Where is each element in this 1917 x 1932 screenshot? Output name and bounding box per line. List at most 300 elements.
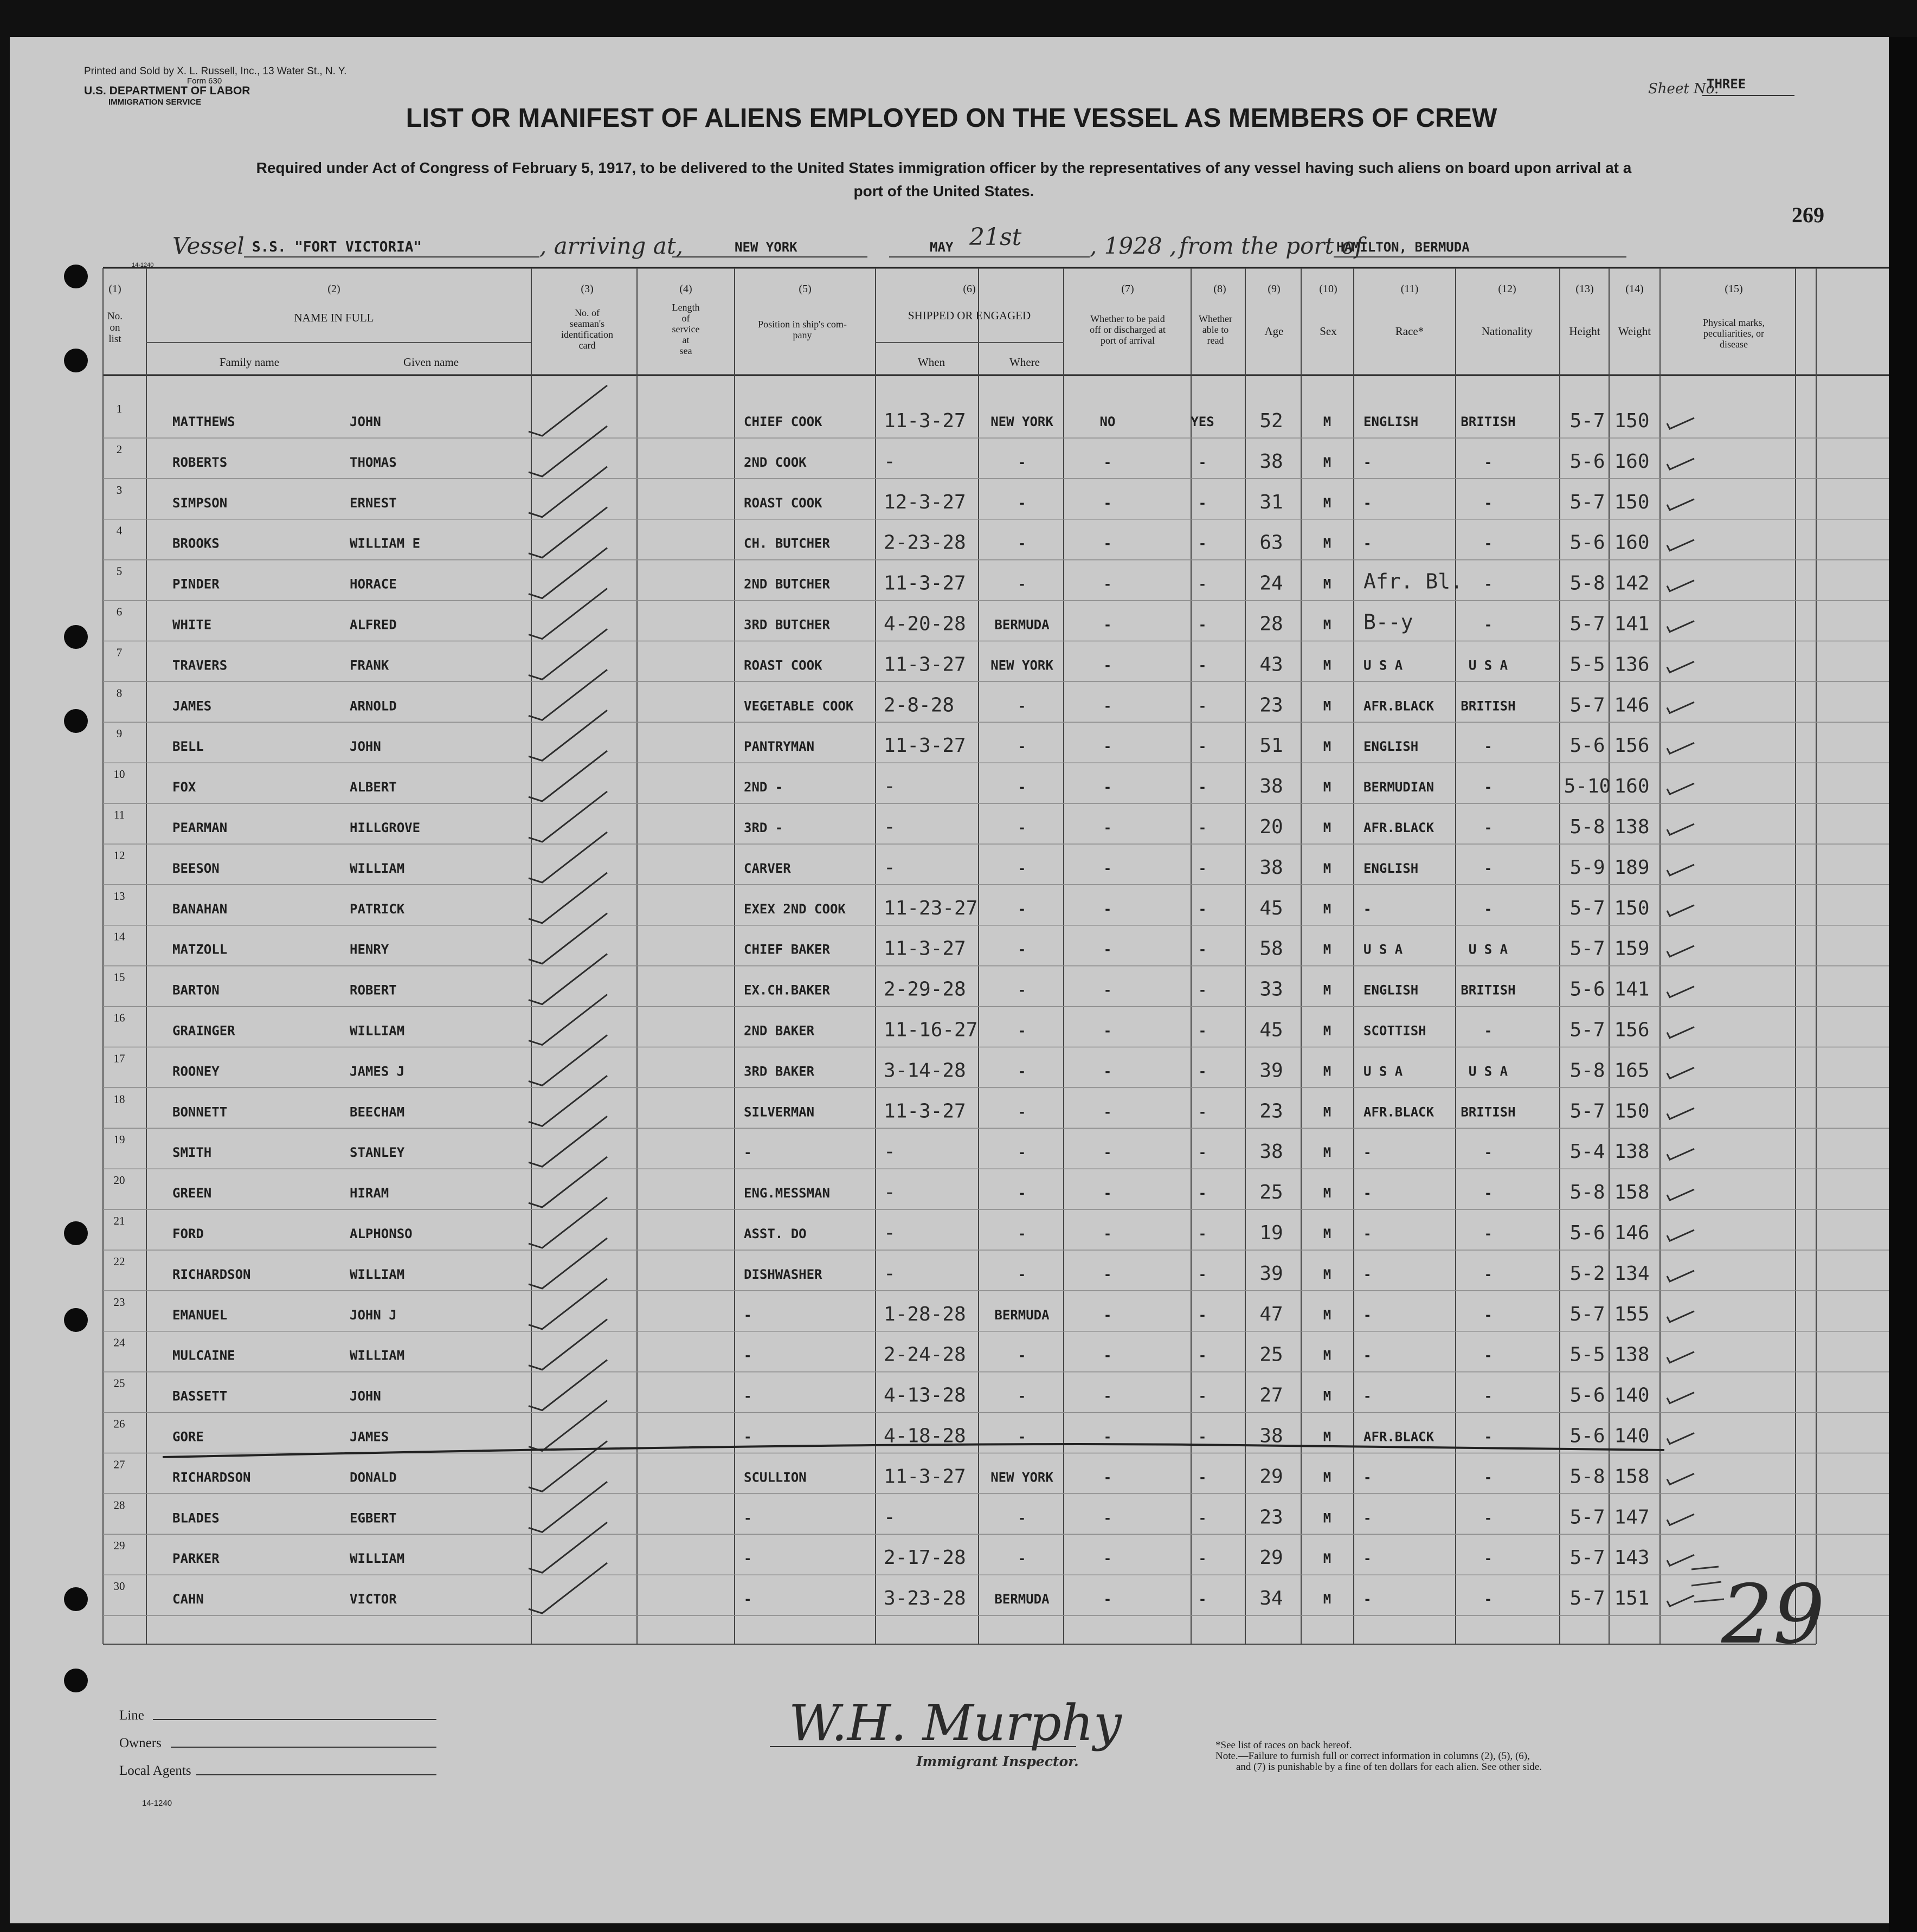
cell-sex: M (1323, 1307, 1331, 1323)
row-number: 7 (116, 646, 123, 659)
cell-height: 5-6 (1569, 450, 1605, 473)
cell-where: - (1018, 576, 1026, 592)
cell-weight: 150 (1614, 491, 1650, 513)
cell-position: CHIEF COOK (744, 414, 822, 429)
cell-weight: 150 (1614, 410, 1650, 432)
id-card-label-1: No. of (575, 307, 600, 318)
cell-age: 39 (1259, 1059, 1283, 1082)
row-number: 11 (113, 808, 125, 821)
cell-age: 19 (1259, 1222, 1283, 1244)
cell-age: 45 (1259, 897, 1283, 919)
read-label-3: read (1207, 335, 1224, 346)
cell-height: 5-7 (1569, 613, 1605, 635)
cell-where: - (1018, 820, 1026, 835)
cell-paid: - (1103, 780, 1112, 795)
cell-sex: M (1323, 820, 1331, 835)
cell-age: 20 (1259, 816, 1283, 838)
cell-read: - (1198, 1266, 1207, 1282)
cell-sex: M (1323, 1348, 1331, 1363)
row-number: 1 (116, 402, 123, 415)
cell-height: 5-6 (1569, 1222, 1605, 1244)
cell-sex: M (1323, 739, 1331, 755)
cell-where: - (1018, 1064, 1026, 1079)
cell-when: 2-8-28 (884, 694, 955, 717)
cell-given: PATRICK (350, 901, 405, 917)
cell-age: 29 (1259, 1465, 1283, 1488)
cell-given: JAMES (350, 1429, 389, 1445)
cell-weight: 160 (1614, 775, 1650, 798)
cell-given: ALFRED (350, 617, 397, 633)
row-number: 19 (113, 1133, 125, 1147)
cell-weight: 156 (1614, 1019, 1650, 1041)
cell-weight: 138 (1614, 1343, 1650, 1366)
row-number: 13 (113, 889, 125, 903)
cell-age: 38 (1259, 1141, 1283, 1163)
vessel-name: S.S. "FORT VICTORIA" (252, 239, 422, 255)
col-num-6: (6) (963, 283, 976, 295)
cell-height: 5-4 (1569, 1141, 1605, 1163)
cell-given: JOHN (350, 414, 381, 429)
page-number: 269 (1792, 203, 1824, 227)
arrival-year: , 1928 , (1090, 233, 1177, 259)
cell-weight: 141 (1614, 613, 1650, 635)
cell-position: ROAST COOK (744, 658, 822, 673)
cell-read: - (1198, 1429, 1207, 1445)
cell-given: DONALD (350, 1470, 397, 1485)
subtitle-line-1: Required under Act of Congress of February 5, 1917, to be delivered to the United States immigration officer by the representatives of any vessel having such aliens on board upon arrival at a (256, 159, 1632, 176)
cell-given: JOHN J (350, 1307, 397, 1323)
row-number: 6 (116, 605, 123, 619)
cell-race: - (1363, 1510, 1372, 1526)
cell-sex: M (1323, 901, 1331, 917)
cell-race: ENGLISH (1363, 739, 1419, 755)
cell-height: 5-6 (1569, 1384, 1605, 1407)
cell-where: - (1018, 454, 1026, 470)
cell-weight: 158 (1614, 1181, 1650, 1204)
cell-nationality: - (1484, 1266, 1493, 1282)
cell-given: VICTOR (350, 1592, 397, 1607)
cell-race: SCOTTISH (1363, 1023, 1426, 1039)
position-label-2: pany (793, 330, 812, 340)
cell-read: - (1198, 780, 1207, 795)
when-label: When (917, 356, 945, 369)
cell-given: WILLIAM (350, 1551, 405, 1567)
paid-off-label-3: port of arrival (1101, 335, 1155, 346)
cell-given: WILLIAM (350, 1266, 405, 1282)
cell-when: - (884, 1506, 896, 1529)
cell-paid: - (1103, 820, 1112, 835)
cell-where: NEW YORK (990, 1470, 1053, 1485)
cell-sex: M (1323, 1186, 1331, 1201)
cell-age: 34 (1259, 1587, 1283, 1610)
race-label: Race* (1395, 325, 1424, 338)
cell-sex: M (1323, 1470, 1331, 1485)
row-number: 20 (113, 1174, 125, 1187)
cell-read: - (1198, 698, 1207, 714)
cell-family: BARTON (172, 982, 220, 998)
local-agents-label: Local Agents (119, 1763, 191, 1778)
cell-height: 5-7 (1569, 937, 1605, 960)
cell-sex: M (1323, 1592, 1331, 1607)
row-number: 5 (116, 564, 123, 578)
cell-read: - (1198, 1348, 1207, 1363)
cell-when: - (884, 856, 896, 879)
cell-position: ENG.MESSMAN (744, 1186, 830, 1201)
cell-height: 5-10 (1564, 775, 1611, 798)
cell-position: - (744, 1307, 752, 1323)
cell-read: YES (1191, 414, 1214, 429)
form-number: Form 630 (187, 76, 222, 86)
cell-where: BERMUDA (994, 617, 1050, 633)
cell-nationality: BRITISH (1461, 982, 1516, 998)
cell-when: 11-3-27 (884, 937, 966, 960)
given-name-label: Given name (403, 356, 459, 369)
sheet-label: Sheet No. (1648, 81, 1719, 97)
cell-age: 27 (1259, 1384, 1283, 1407)
cell-read: - (1198, 1226, 1207, 1241)
cell-given: ROBERT (350, 982, 397, 998)
cell-read: - (1198, 536, 1207, 551)
shipped-label: SHIPPED OR ENGAGED (908, 309, 1031, 322)
col-num-3: (3) (581, 283, 594, 295)
owners-label: Owners (119, 1736, 162, 1750)
cell-age: 39 (1259, 1262, 1283, 1285)
cell-read: - (1198, 1023, 1207, 1039)
cell-when: 3-14-28 (884, 1059, 966, 1082)
corner-form-code: 14-1240 (132, 262, 154, 268)
cell-weight: 147 (1614, 1506, 1650, 1529)
cell-sex: M (1323, 495, 1331, 511)
cell-height: 5-6 (1569, 1425, 1605, 1447)
cell-position: 3RD BAKER (744, 1064, 815, 1079)
age-label: Age (1264, 325, 1284, 338)
row-number: 30 (113, 1580, 125, 1593)
cell-when: 11-3-27 (884, 1100, 966, 1123)
cell-given: ALBERT (350, 780, 397, 795)
cell-read: - (1198, 1510, 1207, 1526)
line-label: Line (119, 1708, 144, 1723)
cell-age: 45 (1259, 1019, 1283, 1041)
cell-where: NEW YORK (990, 414, 1053, 429)
cell-where: BERMUDA (994, 1307, 1050, 1323)
cell-age: 63 (1259, 531, 1283, 554)
cell-family: MATZOLL (172, 942, 228, 957)
cell-family: PARKER (172, 1551, 220, 1567)
cell-where: - (1018, 1429, 1026, 1445)
col-no-label-1: No. (107, 311, 123, 322)
cell-when: 11-16-27 (884, 1019, 978, 1041)
cell-family: BONNETT (172, 1104, 228, 1120)
cell-family: TRAVERS (172, 658, 228, 673)
cell-race: Afr. Bl. (1363, 569, 1463, 594)
cell-given: ERNEST (350, 495, 397, 511)
cell-family: MATTHEWS (172, 414, 235, 429)
cell-height: 5-7 (1569, 410, 1605, 432)
cell-age: 33 (1259, 978, 1283, 1001)
cell-paid: NO (1099, 414, 1116, 429)
cell-read: - (1198, 820, 1207, 835)
cell-nationality: - (1484, 1145, 1493, 1161)
cell-read: - (1198, 860, 1207, 876)
arrival-month: MAY (930, 240, 954, 255)
cell-family: FOX (172, 780, 196, 795)
cell-read: - (1198, 942, 1207, 957)
cell-where: - (1018, 982, 1026, 998)
cell-height: 5-7 (1569, 1587, 1605, 1610)
row-number: 18 (113, 1092, 125, 1106)
physical-label-3: disease (1720, 339, 1748, 350)
cell-given: HENRY (350, 942, 389, 957)
cell-nationality: - (1484, 1470, 1493, 1485)
cell-where: - (1018, 1186, 1026, 1201)
cell-nationality: - (1484, 1023, 1493, 1039)
cell-given: JOHN (350, 1388, 381, 1404)
row-number: 24 (113, 1336, 125, 1349)
cell-height: 5-6 (1569, 735, 1605, 757)
cell-paid: - (1103, 1551, 1112, 1567)
cell-weight: 151 (1614, 1587, 1650, 1610)
col-num-9: (9) (1268, 283, 1281, 295)
cell-nationality: - (1484, 1592, 1493, 1607)
cell-position: 2ND COOK (744, 454, 807, 470)
from-port: HAMILTON, BERMUDA (1336, 240, 1470, 255)
service: IMMIGRATION SERVICE (108, 98, 202, 107)
cell-sex: M (1323, 1064, 1331, 1079)
service-label-1: Length (672, 302, 700, 313)
cell-position: 2ND BUTCHER (744, 576, 830, 592)
cell-read: - (1198, 901, 1207, 917)
id-card-label-2: seaman's (569, 318, 605, 329)
row-number: 29 (113, 1539, 125, 1553)
cell-when: - (884, 816, 896, 838)
cell-read: - (1198, 1104, 1207, 1120)
cell-nationality: - (1484, 617, 1493, 633)
cell-given: JAMES J (350, 1064, 405, 1079)
cell-weight: 138 (1614, 816, 1650, 838)
cell-weight: 160 (1614, 450, 1650, 473)
cell-race: AFR.BLACK (1363, 1429, 1434, 1445)
cell-age: 52 (1259, 410, 1283, 432)
cell-position: SCULLION (744, 1470, 807, 1485)
cell-given: JOHN (350, 739, 381, 755)
weight-label: Weight (1618, 325, 1651, 338)
cell-read: - (1198, 454, 1207, 470)
inspector-label: Immigrant Inspector. (916, 1754, 1079, 1769)
cell-race: - (1363, 1186, 1372, 1201)
cell-position: - (744, 1388, 752, 1404)
cell-when: 11-3-27 (884, 572, 966, 595)
cell-family: BLADES (172, 1510, 220, 1526)
cell-height: 5-8 (1569, 572, 1605, 595)
row-number: 23 (113, 1295, 125, 1309)
cell-paid: - (1103, 1388, 1112, 1404)
cell-read: - (1198, 739, 1207, 755)
cell-family: MULCAINE (172, 1348, 235, 1363)
id-card-label-4: card (578, 340, 596, 351)
cell-nationality: - (1484, 780, 1493, 795)
cell-when: 12-3-27 (884, 491, 966, 513)
cell-paid: - (1103, 1348, 1112, 1363)
row-number: 8 (116, 686, 123, 700)
arrival-day: 21st (969, 223, 1022, 251)
from-label: from the port of (1179, 233, 1363, 259)
cell-position: 2ND BAKER (744, 1023, 815, 1039)
cell-when: 11-3-27 (884, 735, 966, 757)
inspector-signature: W.H. Murphy (789, 1694, 1122, 1752)
cell-position: - (744, 1592, 752, 1607)
paid-off-label-1: Whether to be paid (1090, 313, 1165, 324)
cell-family: ROONEY (172, 1064, 220, 1079)
cell-height: 5-8 (1569, 1465, 1605, 1488)
service-label-2: of (681, 313, 690, 324)
cell-position: CARVER (744, 860, 791, 876)
cell-read: - (1198, 1388, 1207, 1404)
cell-paid: - (1103, 1266, 1112, 1282)
row-number: 17 (113, 1052, 125, 1065)
cell-paid: - (1103, 495, 1112, 511)
cell-where: - (1018, 1348, 1026, 1363)
printer-line: Printed and Sold by X. L. Russell, Inc., 13 Water St., N. Y. (84, 66, 347, 77)
cell-position: 3RD - (744, 820, 783, 835)
cell-position: DISHWASHER (744, 1266, 822, 1282)
cell-paid: - (1103, 536, 1112, 551)
cell-weight: 141 (1614, 978, 1650, 1001)
cell-race: - (1363, 1551, 1372, 1567)
arriving-label: , arriving at, (539, 233, 684, 259)
cell-given: ALPHONSO (350, 1226, 413, 1241)
cell-sex: M (1323, 1226, 1331, 1241)
cell-when: 11-3-27 (884, 1465, 966, 1488)
cell-age: 47 (1259, 1303, 1283, 1325)
read-label-1: Whether (1199, 313, 1232, 324)
cell-weight: 146 (1614, 694, 1650, 717)
cell-age: 23 (1259, 1100, 1283, 1123)
cell-race: ENGLISH (1363, 414, 1419, 429)
col-num-13: (13) (1575, 283, 1594, 295)
where-label: Where (1009, 356, 1040, 369)
cell-read: - (1198, 1186, 1207, 1201)
cell-race: - (1363, 1266, 1372, 1282)
cell-race: AFR.BLACK (1363, 698, 1434, 714)
cell-when: - (884, 1141, 896, 1163)
cell-height: 5-5 (1569, 653, 1605, 676)
cell-when: 1-28-28 (884, 1303, 966, 1325)
cell-where: - (1018, 942, 1026, 957)
cell-nationality: BRITISH (1461, 698, 1516, 714)
footnote-races: *See list of races on back hereof. (1215, 1740, 1352, 1751)
cell-paid: - (1103, 1470, 1112, 1485)
cell-given: STANLEY (350, 1145, 405, 1161)
cell-nationality: - (1484, 820, 1493, 835)
cell-when: 2-17-28 (884, 1547, 966, 1569)
cell-sex: M (1323, 1104, 1331, 1120)
cell-race: - (1363, 1348, 1372, 1363)
cell-position: 2ND - (744, 780, 783, 795)
cell-nationality: - (1484, 495, 1493, 511)
cell-sex: M (1323, 698, 1331, 714)
cell-sex: M (1323, 1551, 1331, 1567)
department: U.S. DEPARTMENT OF LABOR (84, 85, 250, 97)
cell-weight: 150 (1614, 897, 1650, 919)
cell-paid: - (1103, 942, 1112, 957)
cell-height: 5-6 (1569, 531, 1605, 554)
cell-family: BEESON (172, 860, 220, 876)
cell-weight: 150 (1614, 1100, 1650, 1123)
col-no-label-2: on (110, 322, 120, 333)
col-no-label-3: list (108, 333, 121, 345)
cell-weight: 160 (1614, 531, 1650, 554)
cell-nationality: - (1484, 1510, 1493, 1526)
row-number: 22 (113, 1254, 125, 1268)
cell-nationality: U S A (1468, 942, 1508, 957)
cell-sex: M (1323, 617, 1331, 633)
cell-age: 31 (1259, 491, 1283, 513)
cell-age: 43 (1259, 653, 1283, 676)
cell-race: - (1363, 536, 1372, 551)
cell-weight: 143 (1614, 1547, 1650, 1569)
cell-nationality: - (1484, 1388, 1493, 1404)
family-name-label: Family name (219, 356, 280, 369)
cell-where: - (1018, 1510, 1026, 1526)
cell-given: FRANK (350, 658, 389, 673)
cell-age: 38 (1259, 1425, 1283, 1447)
cell-given: WILLIAM E (350, 536, 421, 551)
cell-position: ASST. DO (744, 1226, 807, 1241)
cell-weight: 138 (1614, 1141, 1650, 1163)
cell-height: 5-7 (1569, 1019, 1605, 1041)
cell-nationality: BRITISH (1461, 414, 1516, 429)
cell-position: SILVERMAN (744, 1104, 815, 1120)
cell-where: - (1018, 698, 1026, 714)
cell-sex: M (1323, 576, 1331, 592)
cell-paid: - (1103, 1510, 1112, 1526)
col-num-15: (15) (1725, 283, 1743, 295)
cell-nationality: - (1484, 1186, 1493, 1201)
cell-given: BEECHAM (350, 1104, 405, 1120)
cell-read: - (1198, 1064, 1207, 1079)
row-number: 15 (113, 970, 125, 984)
cell-paid: - (1103, 739, 1112, 755)
cell-sex: M (1323, 1429, 1331, 1445)
cell-age: 28 (1259, 613, 1283, 635)
cell-paid: - (1103, 1104, 1112, 1120)
cell-age: 51 (1259, 735, 1283, 757)
cell-nationality: BRITISH (1461, 1104, 1516, 1120)
physical-label-2: peculiarities, or (1703, 328, 1764, 339)
nationality-label: Nationality (1481, 325, 1533, 338)
cell-paid: - (1103, 1145, 1112, 1161)
cell-read: - (1198, 1551, 1207, 1567)
cell-weight: 156 (1614, 735, 1650, 757)
row-number: 12 (113, 848, 125, 862)
cell-position: - (744, 1551, 752, 1567)
cell-family: BROOKS (172, 536, 220, 551)
service-label-5: sea (679, 345, 692, 356)
cell-position: 3RD BUTCHER (744, 617, 830, 633)
cell-read: - (1198, 982, 1207, 998)
cell-age: 23 (1259, 1506, 1283, 1529)
row-number: 16 (113, 1011, 125, 1025)
cell-family: GRAINGER (172, 1023, 235, 1039)
cell-paid: - (1103, 454, 1112, 470)
subtitle-line-2: port of the United States. (853, 183, 1034, 199)
cell-sex: M (1323, 942, 1331, 957)
cell-read: - (1198, 1470, 1207, 1485)
cell-race: AFR.BLACK (1363, 820, 1434, 835)
cell-race: - (1363, 1592, 1372, 1607)
cell-when: 2-24-28 (884, 1343, 966, 1366)
cell-paid: - (1103, 698, 1112, 714)
